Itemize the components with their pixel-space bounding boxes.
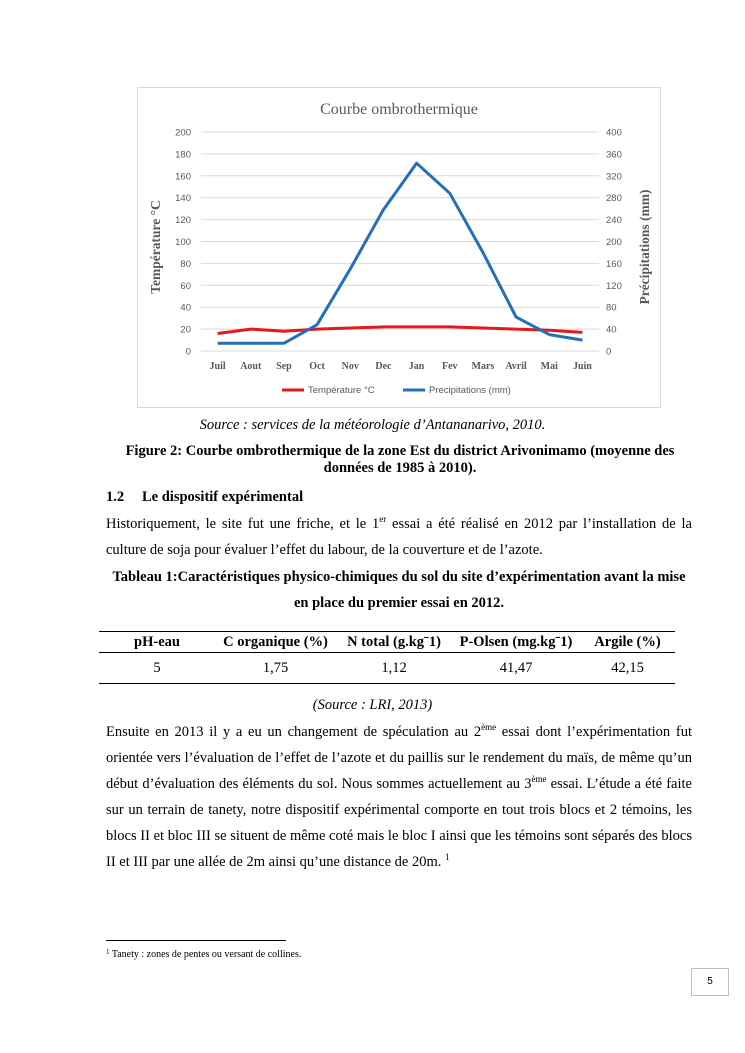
left-tick-label: 200	[175, 127, 191, 139]
column-header: P-Olsen (mg.kgˉ1)	[452, 632, 580, 653]
column-header: C organique (%)	[215, 632, 336, 653]
page-number: 5	[691, 968, 729, 996]
x-tick-label: Dec	[375, 361, 392, 372]
left-tick-label: 100	[175, 237, 191, 248]
left-tick-label: 0	[185, 346, 191, 358]
footnote-text: Tanety : zones de pentes ou versant de collines.	[109, 949, 302, 960]
section-number: 1.2	[106, 489, 125, 505]
series-line-temperature	[218, 327, 583, 334]
paragraph-text: essai. L’étude a été faite sur un terrain de tanety, notre dispositif expérimental comporte en tout trois blocs et 2 témoins, les blocs II et bloc III se situent de même coté mais le bloc I ainsi que les témoins sont séparés des blocs II et III par une allée de 2m ainsi qu’une distance de 20m.	[106, 776, 692, 870]
table-source: (Source : LRI, 2013)	[312, 697, 433, 713]
right-tick-label: 360	[606, 149, 622, 161]
right-axis-label: Précipitations (mm)	[637, 189, 652, 305]
chart-legend	[282, 385, 511, 396]
right-tick-label: 40	[606, 324, 617, 336]
table-cell: 42,15	[580, 653, 675, 684]
table-header-row	[99, 632, 675, 653]
right-tick-label: 200	[606, 237, 622, 248]
figure-source: Source : services de la météorologie d’Antananarivo, 2010.	[199, 417, 546, 433]
paragraph-text: Ensuite en 2013 il y a eu un changement de spéculation au 2	[106, 724, 482, 740]
x-tick-label: Jan	[408, 361, 425, 372]
table-cell: 1,75	[215, 653, 336, 684]
left-tick-label: 20	[180, 324, 191, 336]
superscript: er	[379, 514, 387, 524]
left-axis-ticks	[175, 128, 191, 358]
footnote-reference[interactable]: 1	[445, 852, 450, 862]
left-axis-label: Température °C	[148, 200, 163, 294]
left-tick-label: 120	[175, 215, 191, 227]
right-tick-label: 320	[606, 171, 622, 183]
column-header: N total (g.kgˉ1)	[336, 632, 452, 653]
x-tick-label: Fev	[441, 361, 458, 372]
table-cell: 5	[99, 653, 215, 684]
x-tick-label: Juil	[209, 361, 226, 372]
x-axis-ticks	[210, 361, 593, 372]
table-cell: 1,12	[336, 653, 452, 684]
paragraph-text: essai dont l’expérimentation fut orientée vers l’évaluation de l’effet de l’azote et du paillis sur le rendement du maïs, de même qu’un début d’évaluation des éléments du sol. Nous sommes actuellement au 3	[106, 724, 692, 792]
section-heading	[106, 489, 303, 506]
right-axis-ticks	[606, 128, 622, 358]
left-tick-label: 80	[180, 258, 191, 270]
superscript: ème	[481, 722, 497, 732]
chart-gridlines	[201, 132, 599, 351]
ombrothermic-chart	[137, 87, 661, 408]
paragraph-text: essai a été réalisé en 2012 par l’installation de la culture de soja pour évaluer l’effet du labour, de la couverture et de l’azote.	[106, 516, 692, 558]
right-tick-label: 160	[606, 258, 622, 270]
right-tick-label: 0	[606, 346, 612, 358]
x-tick-label: Mai	[540, 361, 558, 372]
left-tick-label: 160	[175, 171, 191, 183]
column-header: pH-eau	[99, 632, 215, 653]
x-tick-label: Aout	[240, 361, 262, 372]
table-cell: 41,47	[452, 653, 580, 684]
left-tick-label: 60	[180, 280, 191, 292]
left-tick-label: 40	[180, 302, 191, 314]
right-tick-label: 400	[606, 127, 622, 139]
chart-series	[218, 163, 583, 343]
paragraph-experiment	[106, 719, 692, 875]
column-header: Argile (%)	[580, 632, 675, 653]
table-row	[99, 653, 675, 684]
series-line-precipitations	[218, 163, 583, 343]
x-tick-label: Nov	[341, 361, 359, 372]
superscript: ème	[531, 774, 547, 784]
x-tick-label: Oct	[309, 361, 325, 372]
left-tick-label: 180	[175, 149, 191, 161]
footnote	[106, 949, 301, 960]
x-tick-label: Sep	[276, 361, 292, 372]
legend-label-temperature: Température °C	[308, 385, 375, 396]
right-tick-label: 240	[606, 215, 622, 227]
figure-caption: Figure 2: Courbe ombrothermique de la zone Est du district Arivonimamo (moyenne des données de 1985 à 2010).	[125, 443, 675, 476]
x-tick-label: Avril	[505, 361, 527, 372]
soil-characteristics-table	[99, 631, 675, 684]
paragraph-text: Historiquement, le site fut une friche, et le 1	[106, 516, 380, 532]
right-tick-label: 80	[606, 302, 617, 314]
x-tick-label: Juin	[572, 361, 592, 372]
section-title: Le dispositif expérimental	[142, 489, 304, 505]
legend-label-precipitations: Precipitations (mm)	[429, 385, 511, 396]
paragraph-history	[106, 511, 692, 563]
right-tick-label: 280	[606, 193, 622, 205]
right-tick-label: 120	[606, 280, 622, 292]
footnote-divider	[106, 940, 286, 941]
left-tick-label: 140	[175, 193, 191, 205]
x-tick-label: Mars	[471, 361, 495, 372]
table-caption: Tableau 1:Caractéristiques physico-chimiques du sol du site d’expérimentation avant la mise en place du premier essai en 2012.	[112, 569, 686, 611]
footnote-mark: 1	[106, 948, 110, 956]
chart-title: Courbe ombrothermique	[320, 101, 478, 118]
